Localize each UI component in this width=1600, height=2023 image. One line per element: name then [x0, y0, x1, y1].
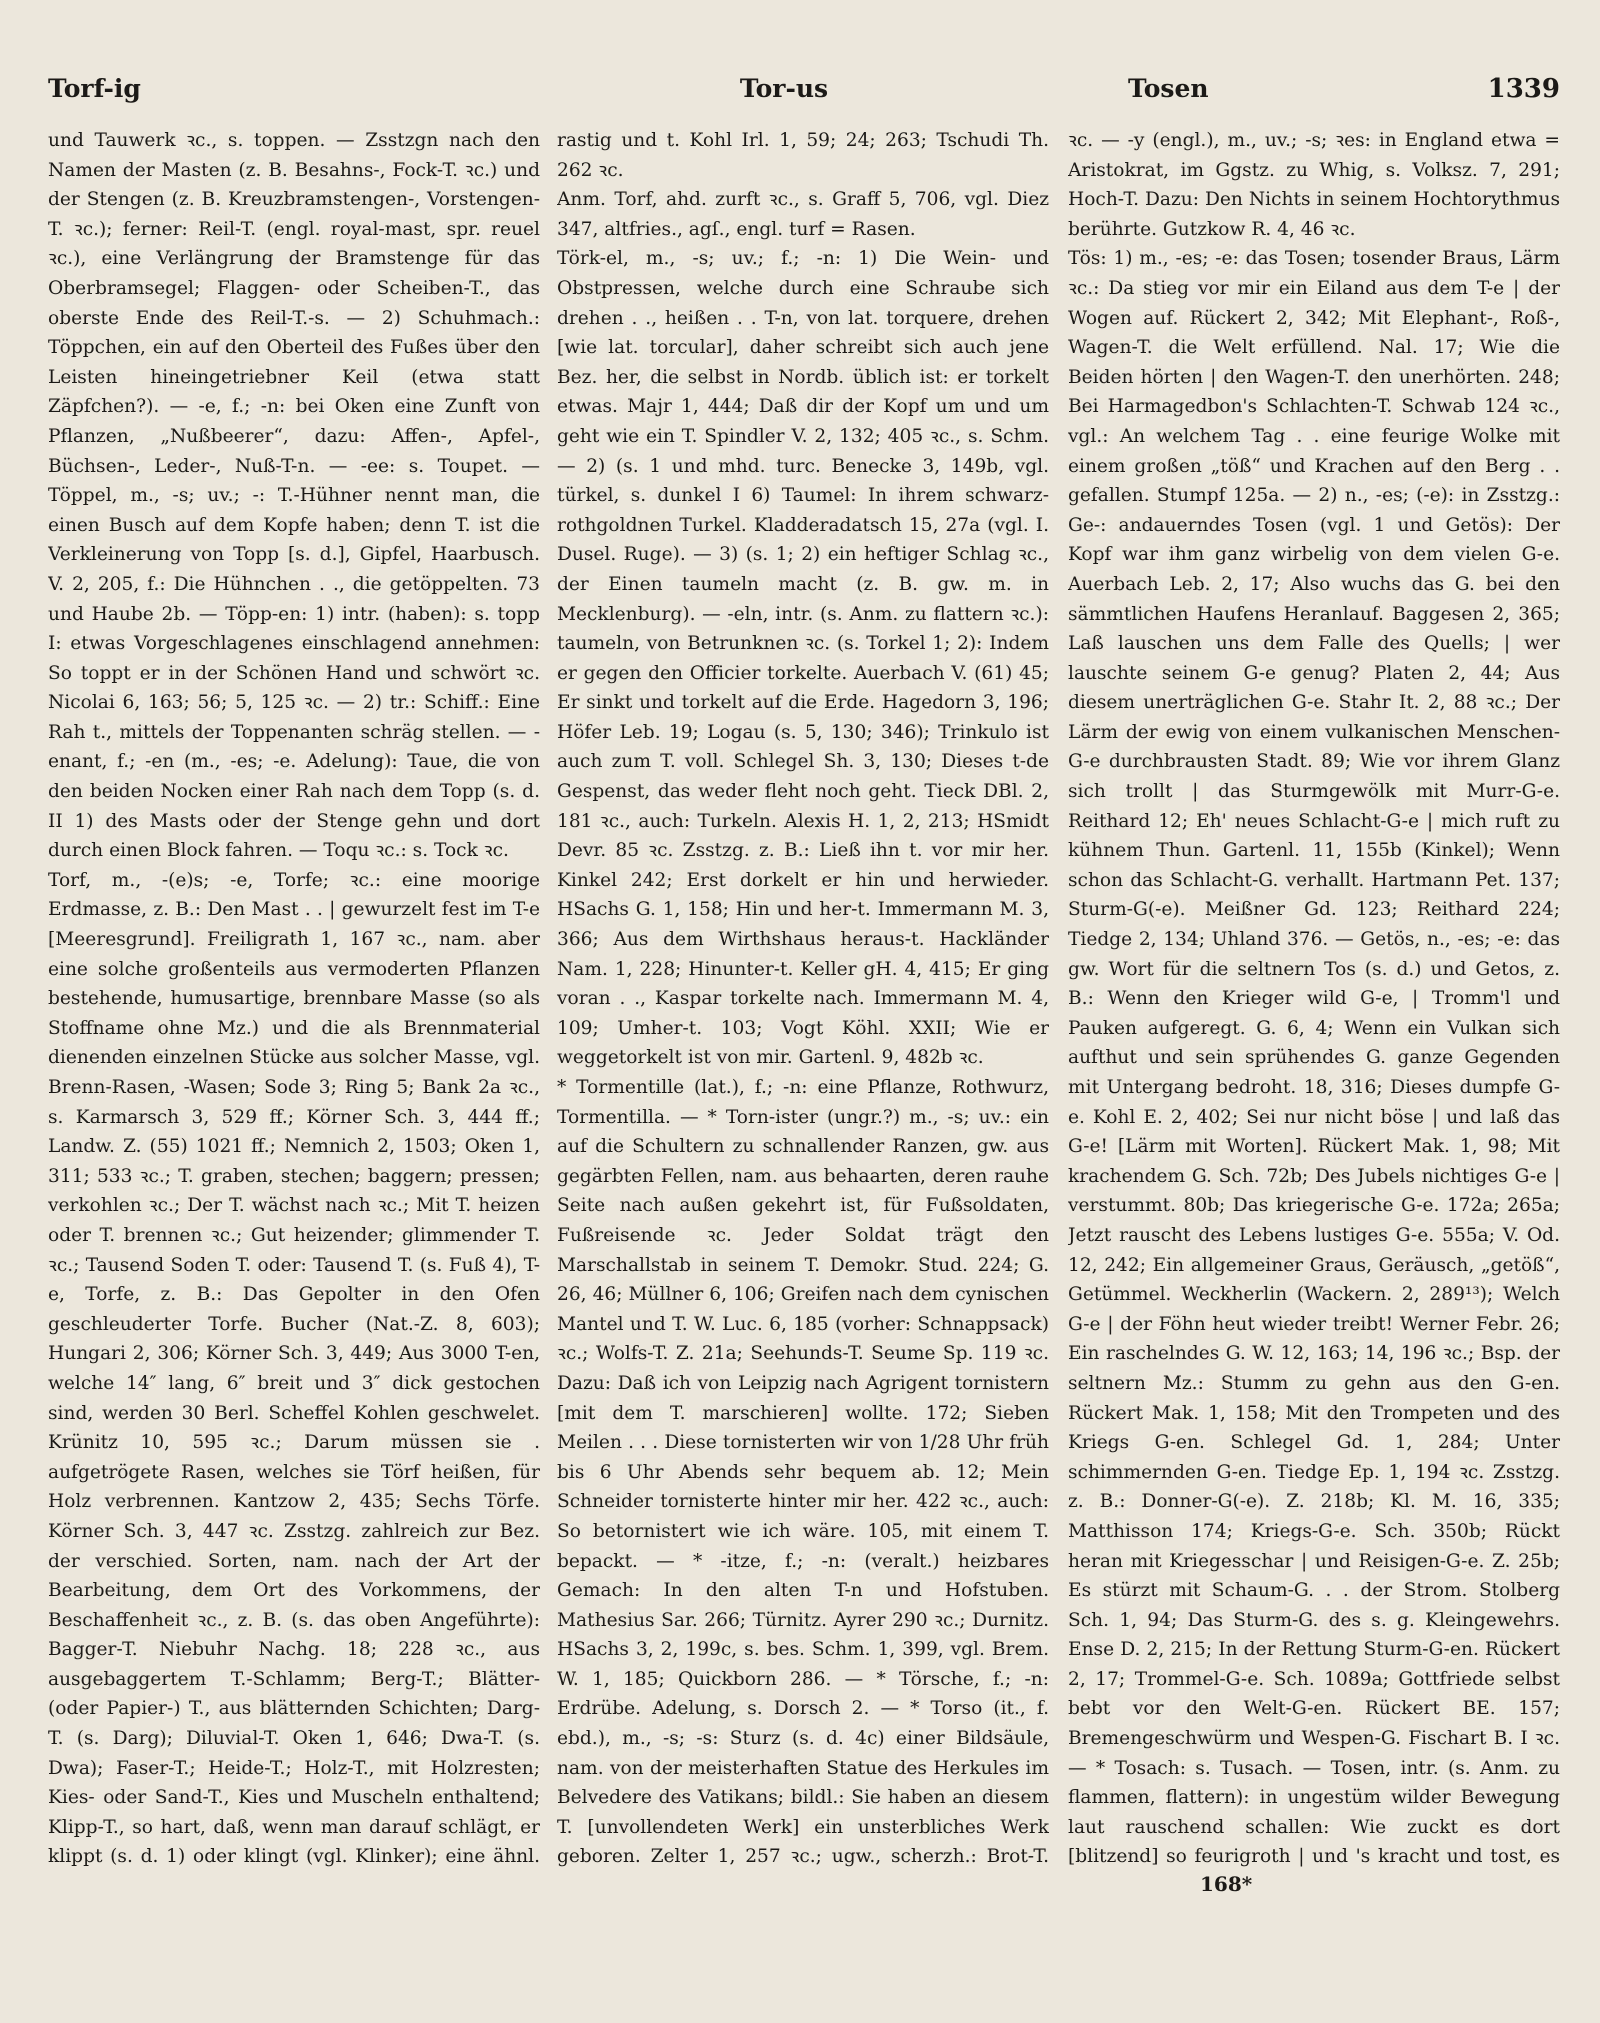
column-left [48, 126, 540, 1876]
entry-paragraph: Torf, m., -(e)s; -e, Torfe; ꝛc.: eine moorige Erdmasse, z. B.: Den Mast . . | gewurzelt fest im T-e [Meeresgrund]. Freiligrath 1, 167 ꝛc., nam. aber eine solche großenteils aus vermoderten Pflanzen bestehende, humusartige, brennbare Masse (so als Stoffname ohne Mz.) und die als Brennmaterial dienenden einzelnen Stücke aus solcher Masse, vgl. Brenn-Rasen, -Wasen; Sode 3; Ring 5; Bank 2a ꝛc., s. Karmarsch 3, 529 ff.; Körner Sch. 3, 444 ff.; Landw. Z. (55) 1021 ff.; Nemnich 2, 1503; Oken 1, 311; 533 ꝛc.; T. graben, stechen; baggern; pressen; verkohlen ꝛc.; Der T. wächst nach ꝛc.; Mit T. heizen oder T. brennen ꝛc.; Gut heizender; glimmender T. ꝛc.; Tausend Soden T. oder: Tausend T. (s. Fuß 4), T-e, Torfe, z. B.: Das Gepolter in den Ofen geschleuderter Torfe. Bucher (Nat.-Z. 8, 603); Hungari 2, 306; Körner Sch. 3, 449; Aus 3000 T-en, welche 14″ lang, 6″ breit und 3″ dick gestochen sind, werden 30 Berl. Scheffel Kohlen geschwelet. Krünitz 10, 595 ꝛc.; Darum müssen sie . aufgetrögete Rasen, welches sie Törf heißen, für Holz verbrennen. Kantzow 2, 435; Sechs Törfe. Körner Sch. 3, 447 ꝛc. Zsstzg. zahlreich zur Bez. der verschied. Sorten, nam. nach der Art der Bearbeitung, dem Ort des Vorkommens, der Beschaffenheit ꝛc., z. B. (s. das oben Angeführte): Bagger-T. Niebuhr Nachg. 18; 228 ꝛc., aus ausgebaggertem T.-Schlamm; Berg-T.; Blätter- (oder Papier-) T., aus blätternden Schichten; Darg-T. (s. Darg); Diluvial-T. Oken 1, 646; Dwa-T. (s. Dwa); Faser-T.; Heide-T.; Holz-T., mit Holzresten; Kies- oder Sand-T., Kies und Muscheln enthaltend; Klipp-T., so hart, daß, wenn man darauf schlägt, er klippt (s. d. 1) oder klingt (vgl. Klinker); eine ähnl. [48, 869, 540, 1868]
entry-paragraph: * Tormentille (lat.), f.; -n: eine Pflanze, Rothwurz, Tormentilla. — * Torn-ister (ungr.?) m., -s; uv.: ein auf die Schultern zu schnallender Ranzen, gw. aus gegärbten Fellen, nam. aus behaarten, deren rauhe Seite nach außen gekehrt ist, für Fußsoldaten, Fußreisende ꝛc. Jeder Soldat trägt den Marschallstab in seinem T. Demokr. Stud. 224; G. 26, 46; Müllner 6, 106; Greifen nach dem cynischen Mantel und T. W. Luc. 6, 185 (vorher: Schnappsack) ꝛc.; Wolfs-T. Z. 21a; Seehunds-T. Seume Sp. 119 ꝛc. Dazu: Daß ich von Leipzig nach Agrigent tornistern [mit dem T. marschieren] wollte. 172; Sieben Meilen . . . Diese tornisterten wir von 1/28 Uhr früh bis 6 Uhr Abends sehr bequem ab. 12; Mein Schneider tornisterte hinter mir her. 422 ꝛc., auch: So betornistert wie ich wäre. 105, mit einem T. bepackt. — * -itze, f.; -n: (veralt.) heizbares Gemach: In den alten T-n und Hofstuben. Mathesius Sar. 266; Türnitz. Ayrer 290 ꝛc.; Durnitz. HSachs 3, 2, 199c, s. bes. Schm. 1, 399, vgl. Brem. W. 1, 185; Quickborn 286. — * Törsche, f.; -n: Erdrübe. Adelung, s. Dorsch 2. — * Torso (it., f. ebd.), m., -s; -s: Sturz (s. d. 4c) einer Bildsäule, nam. von der meisterhaften Statue des Herkules im Belvedere des Vatikans; bildl.: Sie haben an diesem T. [unvollendeten Werk] ein unsterbliches Werk geboren. Zelter 1, 257 ꝛc.; ugw., scherzh.: Brot-T. [557, 1077, 1049, 1868]
running-header [48, 74, 1560, 114]
page-number: 1339 [1487, 74, 1560, 104]
entry-paragraph: und Tauwerk ꝛc., s. toppen. — Zsstzgn nach den Namen der Masten (z. B. Besahns-, Fock-T. ꝛc.) und der Stengen (z. B. Kreuzbramstengen-, Vorstengen-T. ꝛc.); ferner: Reil-T. (engl. royal-mast, spr. reuel ꝛc.), eine Verlängrung der Bramstenge für das Oberbramsegel; Flaggen- oder Scheiben-T., das oberste Ende des Reil-T.-s. — 2) Schuhmach.: Töppchen, ein auf den Oberteil des Fußes über den Leisten hineingetriebner Keil (etwa statt Zäpfchen?). — -e, f.; -n: bei Oken eine Zunft von Pflanzen, „Nußbeerer“, dazu: Affen-, Apfel-, Büchsen-, Leder-, Nuß-T-n. — -ee: s. Toupet. — Töppel, m., -s; uv.; -: T.-Hühner nennt man, die einen Busch auf dem Kopfe haben; denn T. ist die Verkleinerung von Topp [s. d.], Gipfel, Haarbusch. V. 2, 205, f.: Die Hühnchen . ., die getöppelten. 73 und Haube 2b. — Töpp-en: 1) intr. (haben): s. topp I: etwas Vorgeschlagenes einschlagend annehmen: So toppt er in der Schönen Hand und schwört ꝛc. Nicolai 6, 163; 56; 5, 125 ꝛc. — 2) tr.: Schiff.: Eine Rah t., mittels der Toppenanten schräg stellen. — -enant, f.; -en (m., -es; -e. Adelung): Taue, die von den beiden Nocken einer Rah nach dem Topp (s. d. II 1) des Masts oder der Stenge gehn und dort durch einen Block fahren. — Toqu ꝛc.: s. Tock ꝛc. [48, 130, 540, 862]
entry-paragraph: Anm. Torf, ahd. zurft ꝛc., s. Graff 5, 706, vgl. Diez 347, altfries., agſ., engl. turf = Rasen. [557, 189, 1049, 240]
left-headword: Torf-ig [48, 74, 141, 103]
entry-paragraph: Törk-el, m., -s; uv.; f.; -n: 1) Die Wein- und Obstpressen, welche durch eine Schraube sich drehen . ., heißen . . T-n, von lat. torquere, drehen [wie lat. torcular], daher schreibt sich auch jene Bez. her, die selbst in Nordb. üblich ist: er torkelt etwas. Majr 1, 444; Daß dir der Kopf um und um geht wie ein T. Spindler V. 2, 132; 405 ꝛc., s. Schm. — 2) (s. 1 und mhd. turc. Benecke 3, 149b, vgl. türkel, s. dunkel I 6) Taumel: In ihrem schwarz-rothgoldnen Turkel. Kladderadatsch 15, 27a (vgl. I. Dusel. Ruge). — 3) (s. 1; 2) ein heftiger Schlag ꝛc., der Einen taumeln macht (z. B. gw. m. in Mecklenburg). — -eln, intr. (s. Anm. zu flattern ꝛc.): taumeln, von Betrunknen ꝛc. (s. Torkel 1; 2): Indem er gegen den Officier torkelte. Auerbach V. (61) 45; Er sinkt und torkelt auf die Erde. Hagedorn 3, 196; Höfer Leb. 19; Logau (s. 5, 130; 346); Trinkulo ist auch zum T. voll. Schlegel Sh. 3, 130; Dieses t-de Gespenst, das weder fleht noch geht. Tieck DBl. 2, 181 ꝛc., auch: Turkeln. Alexis H. 1, 2, 213; HSmidt Devr. 85 ꝛc. Zsstzg. z. B.: Ließ ihn t. vor mir her. Kinkel 242; Erst dorkelt er hin und herwieder. HSachs G. 1, 158; Hin und her-t. Immermann M. 3, 366; Aus dem Wirthshaus heraus-t. Hackländer Nam. 1, 228; Hinunter-t. Keller gH. 4, 415; Er ging voran . ., Kaspar torkelte nach. Immermann M. 4, 109; Umher-t. 103; Vogt Köhl. XXII; Wie er weggetorkelt ist von mir. Gartenl. 9, 482b ꝛc. [557, 248, 1049, 1069]
entry-paragraph: ꝛc. — -y (engl.), m., uv.; -s; ꝛes: in England etwa = Aristokrat, im Ggstz. zu Whig, s. Volksz. 7, 291; Hoch-T. Dazu: Den Nichts in seinem Hochtorythmus berührte. Gutzkow R. 4, 46 ꝛc. [1068, 130, 1560, 240]
entry-paragraph: Tös: 1) m., -es; -e: das Tosen; tosender Braus, Lärm ꝛc.: Da stieg vor mir ein Eiland aus dem T-e | der Wogen auf. Rückert 2, 342; Mit Elephant-, Roß-, Wagen-T. die Welt erfüllend. Nal. 17; Wie die Beiden hörten | den Wagen-T. den unerhörten. 248; Bei Harmagedbon's Schlachten-T. Schwab 124 ꝛc., vgl.: An welchem Tag . . eine feurige Wolke mit einem großen „töß“ und Krachen auf den Berg . . gefallen. Stumpf 125a. — 2) n., -es; (-e): in Zsstzg.: Ge-: andauerndes Tosen (vgl. 1 und Getös): Der Kopf war ihm ganz wirbelig von dem vielen G-e. Auerbach Leb. 2, 17; Also wuchs das G. bei den sämmtlichen Haufens Heranlauf. Baggesen 2, 365; Laß lauschen uns dem Falle des Quells; | wer lauschte seinem G-e genug? Platen 2, 44; Aus diesem unerträglichen G-e. Stahr It. 2, 88 ꝛc.; Der Lärm der ewig von einem vulkanischen Menschen-G-e durchbrausten Stadt. 89; Wie vor ihrem Glanz sich trollt | das Sturmgewölk mit Murr-G-e. Reithard 12; Eh' neues Schlacht-G-e | mich ruft zu kühnem Thun. Gartenl. 11, 155b (Kinkel); Wenn schon das Schlacht-G. verhallt. Hartmann Pet. 137; Sturm-G(-e). Meißner Gd. 123; Reithard 224; Tiedge 2, 134; Uhland 376. — Getös, n., -es; -e: das gw. Wort für die seltnern Tos (s. d.) und Getos, z. B.: Wenn den Krieger wild G-e, | Tromm'l und Pauken aufgeregt. G. 6, 4; Wenn ein Vulkan sich aufthut und sein sprühendes G. ganze Gegenden mit Untergang bedroht. 18, 316; Dieses dumpfe G-e. Kohl E. 2, 402; Sei nur nicht böse | und laß das G-e! [Lärm mit Worten]. Rückert Mak. 1, 98; Mit krachendem G. Sch. 72b; Des Jubels nichtiges G-e | verstummt. 80b; Das kriegerische G-e. 172a; 265a; Jetzt rauscht des Lebens lustiges G-e. 555a; V. Od. 12, 242; Ein allgemeiner Graus, Geräusch, „getöß“, Getümmel. Weckherlin (Wackern. 2, 289¹³); Welch G-e | der Föhn heut wieder treibt! Werner Febr. 26; Ein raschelndes G. W. 12, 163; 14, 196 ꝛc.; Bsp. der seltnern Mz.: Stumm zu gehn aus den G-en. Rückert Mak. 1, 158; Mit den Trompeten und des Kriegs G-en. Schlegel Gd. 1, 284; Unter schimmernden G-en. Tiedge Ep. 1, 194 ꝛc. Zsstzg. z. B.: Donner-G(-e). Z. 218b; Kl. M. 16, 335; Matthisson 174; Kriegs-G-e. Sch. 350b; Rückt heran mit Kriegesschar | und Reisigen-G-e. Z. 25b; Es stürzt mit Schaum-G. . . der Strom. Stolberg Sch. 1, 94; Das Sturm-G. des s. g. Kleingewehrs. Ense D. 2, 215; In der Rettung Sturm-G-en. Rückert 2, 17; Trommel-G-e. Sch. 1089a; Gottfriede selbst bebt vor den Welt-G-en. Rückert BE. 157; Bremengeschwürm und Wespen-G. Fischart B. I ꝛc. — * Tosach: s. Tusach. — Tosen, intr. (s. Anm. zu flammen, flattern): in ungestüm wilder Bewegung laut rauschend schallen: Wie zuckt es dort [blitzend] so feurigroth | und 's kracht und tost, es [1068, 248, 1560, 1868]
signature-mark: 168* [1200, 1872, 1253, 1896]
column-right [1068, 126, 1560, 1876]
right-headword: Tosen [1128, 74, 1209, 103]
entry-paragraph: rastig und t. Kohl Irl. 1, 59; 24; 263; Tschudi Th. 262 ꝛc. [557, 130, 1049, 181]
center-headword: Tor-us [739, 74, 829, 103]
column-middle [557, 126, 1049, 1876]
